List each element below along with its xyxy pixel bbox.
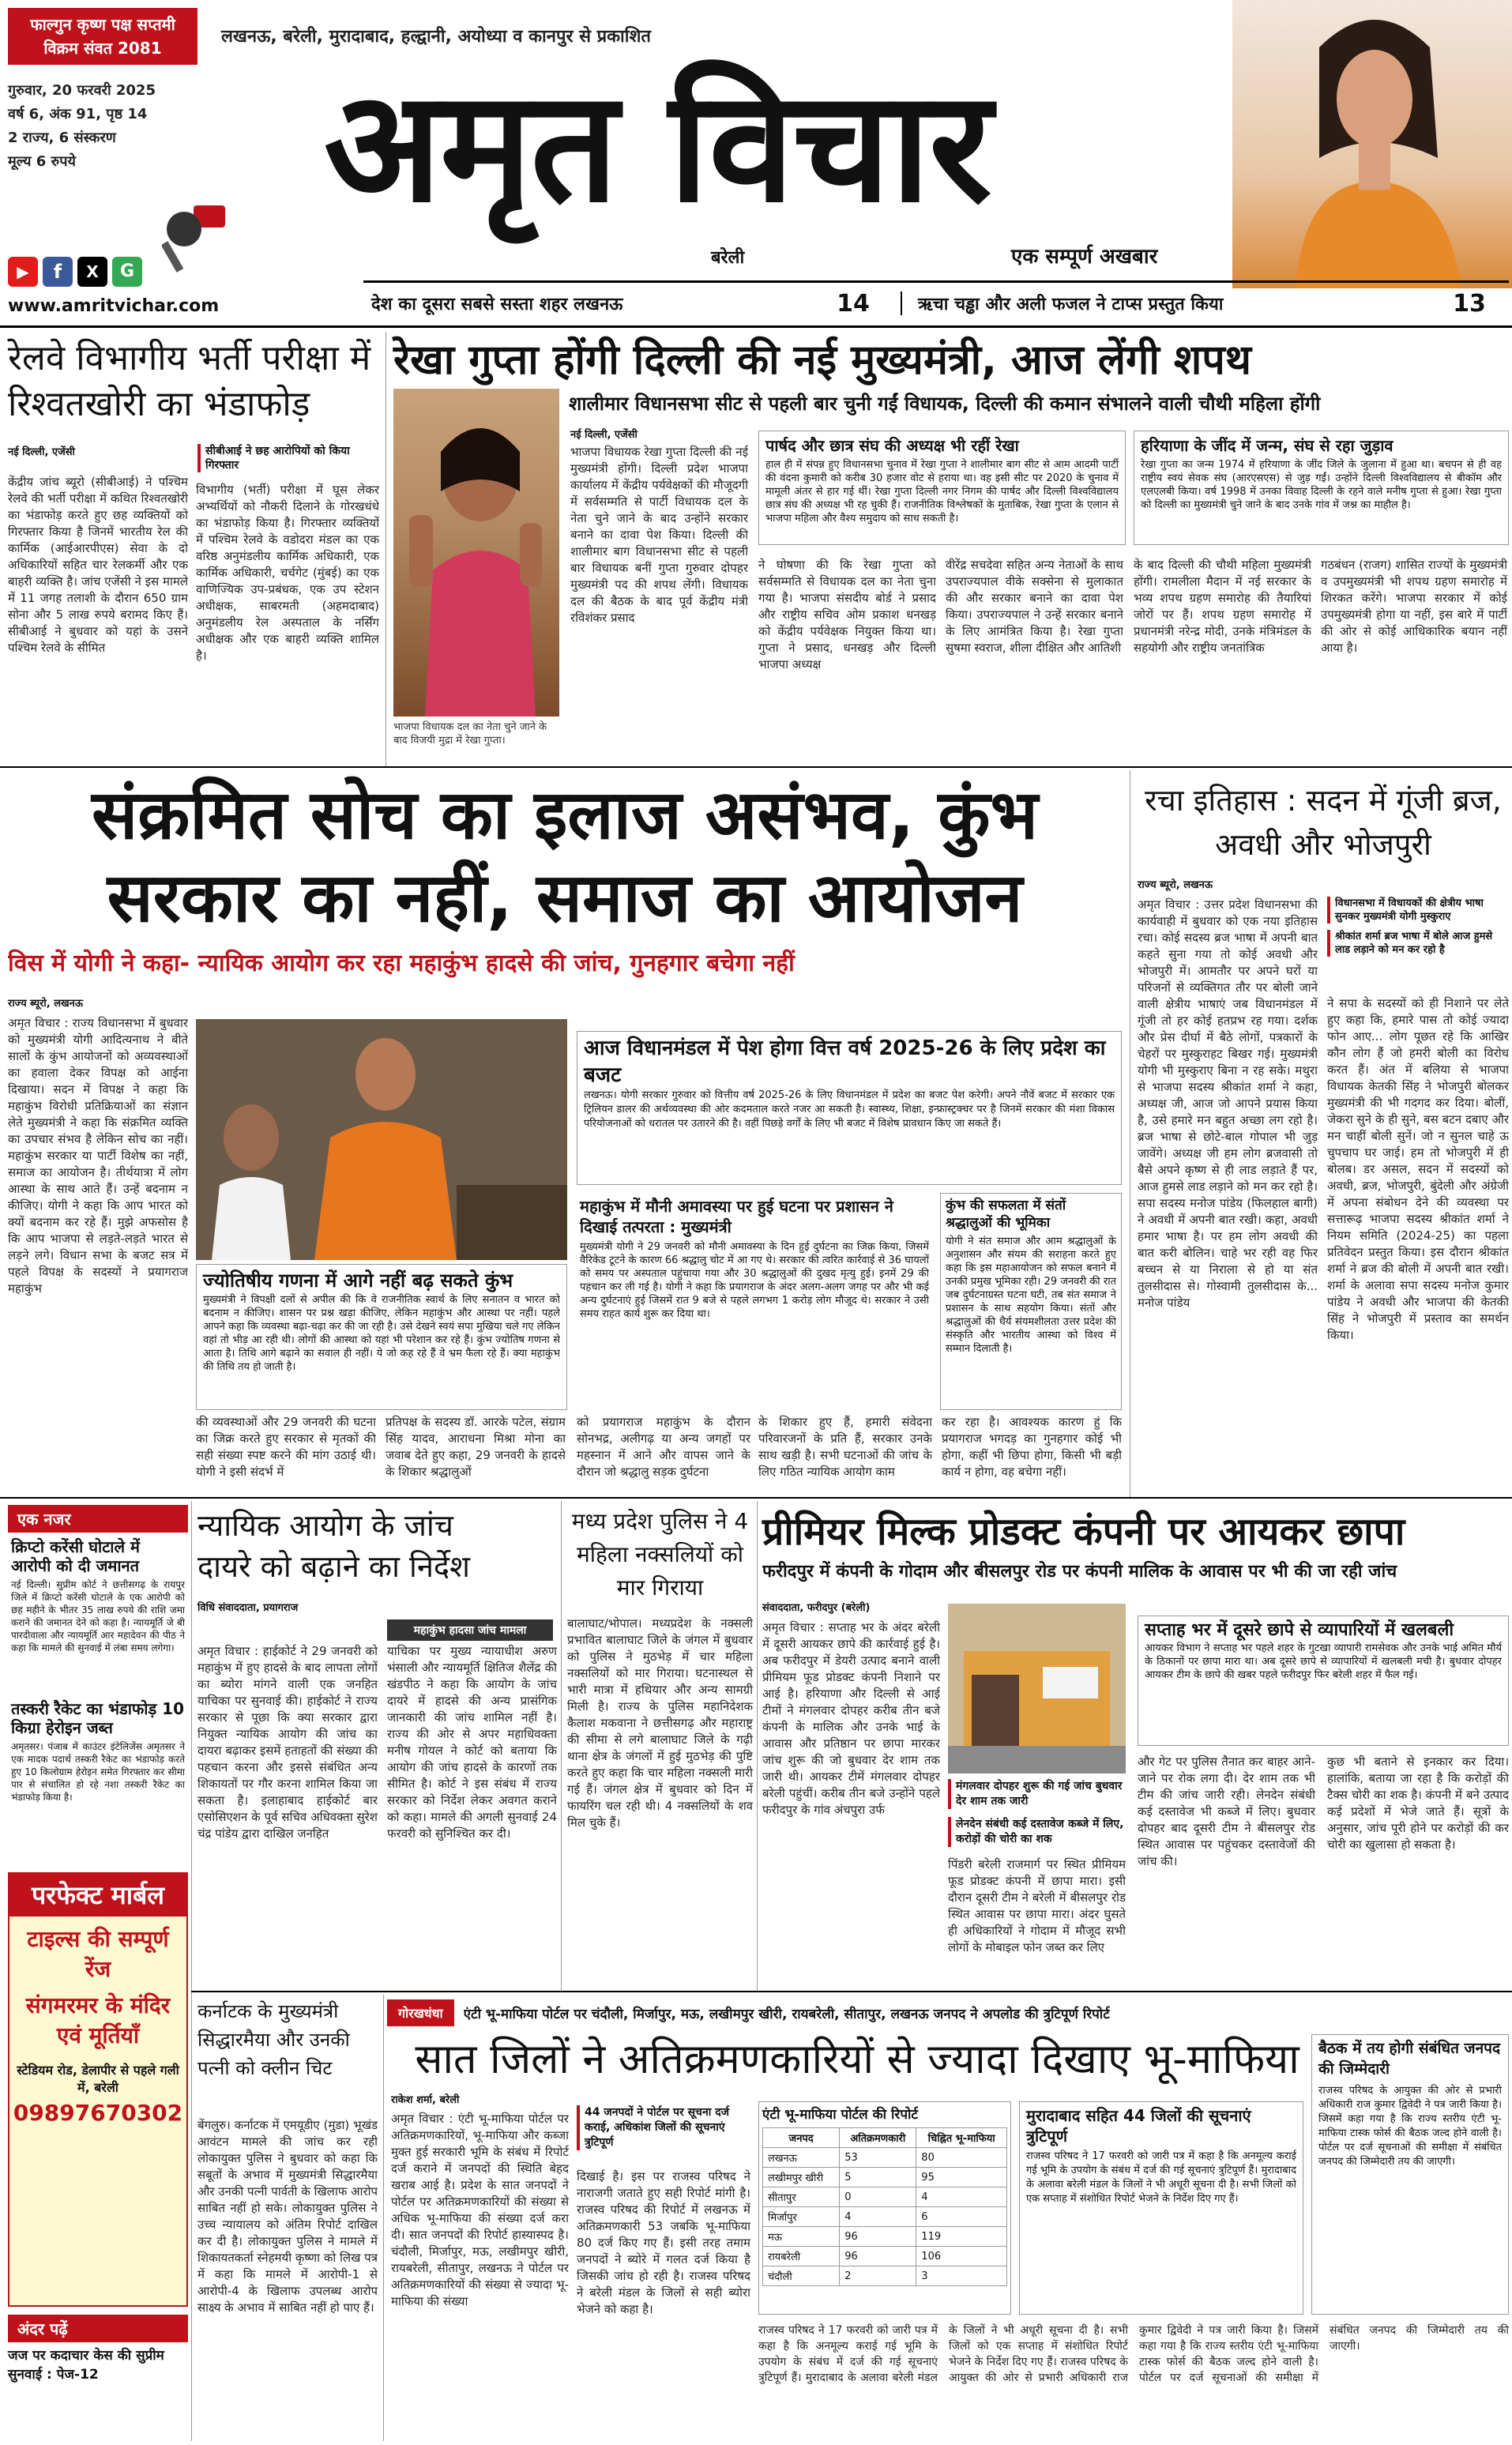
table-row bbox=[763, 2168, 1007, 2187]
social-icons bbox=[8, 257, 142, 287]
teaser-2-page: 13 bbox=[1453, 289, 1486, 318]
table-cell: 80 bbox=[916, 2148, 1007, 2168]
judicial-dateline: विधि संवाददाता, प्रयागराज bbox=[197, 1602, 299, 1614]
section-rule-1 bbox=[0, 766, 1512, 768]
issue-date: गुरुवार, 20 फरवरी 2025 bbox=[8, 82, 156, 99]
table-cell: 95 bbox=[916, 2168, 1007, 2187]
actress-photo bbox=[1232, 0, 1512, 288]
milk-photo-caption-2: लेनदेन संबंधी कई दस्तावेज कब्जे में लिए, करोड़ों की चोरी का शक bbox=[948, 1817, 1126, 1847]
newspaper-title: अमृत विचार bbox=[324, 55, 991, 236]
mauni-box bbox=[577, 1193, 932, 1410]
table-cell: चंदौली bbox=[763, 2266, 840, 2286]
divider bbox=[757, 1501, 758, 1991]
panchang-line-2: विक्रम संवत 2081 bbox=[43, 39, 162, 58]
sants-text: योगी ने संत समाज और आम श्रद्धालुओं के अनुशासन और संयम की सराहना करते हुए कहा कि इस महाआयोजन को सफल बनाने में उनकी प्रमुख भूमिका रही। 29 जनवरी की रात जब दुर्घटनाग्रस्त घटना घटी, तब संत समाज ने प्रशासन के साथ सहयोग किया। संतों और श्रद्धालुओं की धैर्य संयमशीलता उत्तर प्रदेश की संस्कृति और भारतीय आस्था को विश्व में सम्मान दिलाती है। bbox=[946, 1236, 1116, 1355]
teaser-1-page: 14 bbox=[837, 289, 870, 318]
naxal-text: बालाघाट/भोपाल। मध्यप्रदेश के नक्सली प्रभावित बालाघाट जिले के जंगल में बुधवार को पुलिस ने मुठभेड़ में चार महिला नक्सलियों को मार गिराया। घटनास्थल से भारी मात्रा में हथियार और अन्य सामग्री मिली है। राज्य के पुलिस महानिदेशक कैलाश मकवाना ने छत्तीसगढ़ और महाराष्ट्र की सीमा से लगे बालाघाट जिले के गढ़ी थाना क्षेत्र के जंगलों में हुई मुठभेड़ की पुष्टि करते हुए कहा कि चार महिला नक्सली मारी गई हैं। जंगल क्षेत्र में बुधवार को दिन में फायरिंग चल रही थी। 4 नक्सलियों के शव मिल चुके हैं। bbox=[567, 1616, 753, 1830]
judicial-headline[interactable]: न्यायिक आयोग के जांच दायरे को बढ़ाने का निर्देश bbox=[197, 1508, 470, 1584]
divider bbox=[191, 1501, 192, 2441]
table-cell: रायबरेली bbox=[763, 2247, 840, 2266]
issue-price: मूल्य 6 रुपये bbox=[8, 153, 76, 170]
table-cell: मऊ bbox=[763, 2227, 840, 2247]
issue-volume: वर्ष 6, अंक 91, पृष्ठ 14 bbox=[8, 106, 148, 122]
milk-headline[interactable]: प्रीमियर मिल्क प्रोडक्ट कंपनी पर आयकर छापा bbox=[762, 1510, 1405, 1554]
rekha-col-2: ने घोषणा की कि रेखा गुप्ता को सर्वसम्मति से विधायक दल का नेता चुना गया है। भाजपा संसदीय बोर्ड ने प्रसाद और राष्ट्रीय सचिव ओम प्रकाश धनखड़ को केंद्रीय पर्यवेक्षक नियुक्त किया था। गुप्ता ने प्रसाद, धनखड़ और दिल्ली भाजपा अध्यक्ष bbox=[758, 558, 936, 671]
marble-ad[interactable] bbox=[8, 1872, 188, 2307]
table-cell: 2 bbox=[840, 2266, 916, 2286]
yogi-col-1: अमृत विचार : राज्य विधानसभा में बुधवार को मुख्यमंत्री योगी आदित्यनाथ ने बीते सालों के कुंभ आयोजनों को अव्यवस्थाओं का हवाला देकर विपक्ष को आईना दिखाया। सदन में विपक्ष ने कहा कि महाकुंभ विरोधी प्रतिक्रियाओं का संज्ञान लेते मुख्यमंत्री ने कहा कि संक्रमित व्यक्ति का उपचार संभव है लेकिन सोच का नहीं। महाकुंभ सरकार या पार्टी विशेष का नहीं, समाज का आयोजन है। तीर्थयात्रा में लोग आस्था के साथ आते हैं। उन्हें बदनाम न कीजिए। योगी ने कहा कि आप भारत को क्यों बदनाम कर रहे हैं। मुझे अफसोस है कि आप भाजपा से लड़ते-लड़ते भारत से लड़ने लगे। विधान सभा के बजट सत्र में पहले विपक्ष के सदस्यों ने प्रयागराज महाकुंभ bbox=[8, 1016, 188, 1296]
budget-title: आज विधानमंडल में पेश होगा वित्त वर्ष 2025-26 के लिए प्रदेश का बजट bbox=[584, 1036, 1106, 1087]
astro-title: ज्योतिषीय गणना में आगे नहीं बढ़ सकते कुंभ bbox=[203, 1270, 513, 1292]
landmafia-tag: गोरखधंधा bbox=[387, 1999, 454, 2026]
rekha-photo bbox=[393, 389, 559, 717]
milk-box bbox=[1138, 1616, 1509, 1746]
railway-col-1: केंद्रीय जांच ब्यूरो (सीबीआई) ने पश्चिम रेलवे की भर्ती परीक्षा में कथित रिश्वतखोरी का भंडाफोड़ करते हुए छह व्यक्तियों को गिरफ्तार किया है जिनमें भारतीय रेल की कार्मिक (आईआरपीएस) सेवा के दो अधिकारियों सहित चार रेलकर्मी और एक बाहरी व्यक्ति है। जांच एजेंसी ने इस मामले में 11 जगह तलाशी के दौरान 650 ग्राम सोना और 5 लाख रुपये बरामद किए हैं। सीबीआई ने बुधवार को यहां के उसने पश्चिम रेलवे के सीमित bbox=[8, 475, 188, 655]
rekha-box-1 bbox=[758, 431, 1126, 545]
microphone-icon bbox=[162, 197, 233, 276]
budget-text: लखनऊ। योगी सरकार गुरुवार को वित्तीय वर्ष 2025-26 के लिए विधानमंडल में प्रदेश का बजट पेश करेगी। अपने नौवें बजट में सरकार एक ट्रिलियन डालर की अर्थव्यवस्था की ओर कदमताल करते नजर आ सकती है। स्वास्थ्य, शिक्षा, इन्फ्रास्ट्रक्चर पर है जिनमें सरकार की मंशा विकास परियोजनाओं को धरातल पर उतारने की है। वहीं पिछड़े वर्गों के लिए भी बजट में विशेष प्रावधान किए जा सकते हैं। bbox=[584, 1089, 1115, 1130]
marble-ad-phone[interactable]: 09897670302 bbox=[13, 2100, 183, 2126]
karnataka-text: बेंगलुरु। कर्नाटक में एमयूडीए (मुडा) भूखंड आवंटन मामले की जांच कर रही लोकायुक्त पुलिस ने बुधवार को कहा कि सबूतों के अभाव में मुख्यमंत्री सिद्धारमैया और उनकी पत्नी पार्वती के खिलाफ आरोप साबित नहीं हो सके। लोकायुक्त पुलिस ने उच्च न्यायालय को अंतिम रिपोर्ट दाखिल कर दी है। लोकायुक्त पुलिस ने मामले में शिकायतकर्ता स्नेहमयी कृष्णा को लिख पत्र में कहा कि मामले में आरोपी-1 से आरोपी-4 के खिलाफ उपलब्ध आरोप साक्ष्य के अभाव में साबित नहीं हो पाए हैं। bbox=[197, 2118, 378, 2315]
mauni-title: महाकुंभ में मौनी अमावस्या पर हुई घटना पर प्रशासन ने दिखाई तत्परता : मुख्यमंत्री bbox=[580, 1197, 893, 1236]
landmafia-tagbar bbox=[387, 1997, 1509, 2029]
marble-ad-line-1: टाइल्स की सम्पूर्ण रेंज bbox=[27, 1926, 169, 1982]
moradabad-text-cont: राजस्व परिषद ने 17 फरवरी को जारी पत्र में कहा है कि अनमूल्य कराई गई भूमि के उपयोग के संबंध में दर्ज की गई सूचनाएं त्रुटिपूर्ण हैं। मुरादाबाद के अलावा बरेली मंडल के जिलों ने भी अधूरी सूचना दी है। सभी जिलों को एक सप्ताह में संशोधित रिपोर्ट भेजने के निर्देश दिए गए हैं। bbox=[758, 2324, 1128, 2384]
rekha-dateline: नई दिल्ली, एजेंसी bbox=[570, 429, 638, 441]
table-row bbox=[763, 2247, 1007, 2266]
issue-edition: 2 राज्य, 6 संस्करण bbox=[8, 130, 116, 146]
rekha-box-1-title: पार्षद और छात्र संघ की अध्यक्ष भी रहीं रेखा bbox=[765, 436, 1019, 455]
landmafia-col-2: दिखाई है। इस पर राजस्व परिषद ने नाराजगी जताते हुए सही रिपोर्ट मांगी है। राजस्व परिषद की रिपोर्ट में लखनऊ में अतिक्रमणकारी 53 जबकि भू-माफिया 80 दर्ज किए गए हैं। इसी तरह तमाम जनपदों ने ब्योरे में गलत दर्ज किया है जिसकी जांच हो रही है। राजस्व परिषद ने बरेली मंडल के जिलों से सही ब्योरा भेजने को कहा है। bbox=[577, 2169, 750, 2316]
table-row bbox=[763, 2207, 1007, 2227]
table-cell: 5 bbox=[840, 2168, 916, 2187]
yogi-headline[interactable]: संक्रमित सोच का इलाज असंभव, कुंभ सरकार का नहीं, समाज का आयोजन bbox=[92, 776, 1038, 938]
rekha-box-1-text: हाल ही में संपन्न हुए विधानसभा चुनाव में रेखा गुप्ता ने शालीमार बाग सीट से आम आदमी पार्टी की वंदना कुमारी को करीब 30 हजार वोट से हराया था। वह इसी सीट पर 2020 के चुनाव में मामूली अंतर से हार गई थीं। रेखा गुप्ता दिल्ली नगर निगम की पार्षद और दिल्ली विश्वविद्यालय छात्र संघ की अध्यक्ष भी रह चुकी हैं। राजनीतिक विश्लेषकों के मुताबिक, रेखा गुप्ता के एलान से भाजपा महिला और वैश्य समुदाय को साध सकती है। bbox=[765, 459, 1119, 525]
edition-city: बरेली bbox=[711, 248, 745, 268]
yogi-dateline: राज्य ब्यूरो, लखनऊ bbox=[8, 998, 84, 1010]
table-row bbox=[763, 2187, 1007, 2207]
yogi-col-4: को प्रयागराज महाकुंभ के दौरान सोनभद्र, अलीगढ़ या अन्य जगहों पर महस्नान में आने और वापस जाने के दौरान जो श्रद्धालु सड़क दुर्घटना bbox=[577, 1415, 750, 1479]
languages-col-2: ने सपा के सदस्यों को ही निशाने पर लेते हुए कहा कि, हमारे पास तो कोई ज्यादा फोन आए... लोग पूछत रहे कि आखिर कौन लोग हैं जो हमरी बोली का विरोध करत हैं। अंत में बलिया से भाजपा विधायक केतकी सिंह ने भोजपुरी बोलकर मुख्यमंत्री की भी गदगद कर दिया। बोलीं, जेकरा सुने के ही सुने, बस बटन दबाए और मन चाहीं बोली सुनें। जो न सुनल चाहे ऊ चुपचाप घर जाई। हम तो भोजपुरी में ही बोलब। डर असल, सदन में सदस्यों को अवधी, ब्रज, भोजपुरी, बुंदेली और अंग्रेजी में अपना संबोधन देने की व्यवस्था पर सत्तारूढ़ भाजपा सदस्य श्रीकांत शर्मा ने नियम समिति (2024-25) का पहला प्रतिवेदन प्रस्तुत किया। इस दौरान श्रीकांत शर्मा ने ब्रज की बोली में अपनी बात रखी। शर्मा के अलावा सपा सदस्य मनोज कुमार पांडेय ने अवधी और भाजपा की केतकी सिंह ने भोजपुरी में प्रस्ताव का समर्थन किया। bbox=[1327, 996, 1509, 1342]
budget-box bbox=[577, 1031, 1122, 1185]
meeting-title: बैठक में तय होगी संबंधित जनपद की जिम्मेदारी bbox=[1318, 2040, 1501, 2078]
meeting-box bbox=[1311, 2034, 1509, 2315]
astro-text: मुख्यमंत्री ने विपक्षी दलों से अपील की कि वे राजनीतिक स्वार्थ के लिए सनातन व भारत को बदनाम न कीजिए। शासन पर प्रश्न खड़ा कीजिए, लेकिन महाकुंभ और आस्था पर नहीं। पहले आपने कहा कि व्यवस्था बढ़ा-चढ़ा कर की जा रही है। उसे देखने स्वयं सपा मुखिया चले गए लेकिन वहां तो भीड़ आ रही थी। लोगों की आस्था को यहां भी परेशान कर रहे हैं। कुंभ ज्योतिष गणना से आता है। तिथि आगे बढ़ाने का सवाल ही नहीं। ये जो कह रहे हैं वे भ्रम फैला रहे हैं। क्या महाकुंभ की तिथि तय हो जाती है। bbox=[203, 1294, 560, 1373]
meeting-text-cont: राजस्व परिषद के आयुक्त की ओर से प्रभारी अधिकारी राज कुमार द्विवेदी ने पत्र जारी किया है। जिसमें कहा गया है कि राज्य स्तरीय एंटी भू-माफिया टास्क फोर्स की बैठक जल्द होने वाली है। पोर्टल पर दर्ज सूचनाओं की समीक्षा में संबंधित जनपद की जिम्मेदारी तय की जाएगी। bbox=[949, 2324, 1509, 2384]
sants-title: कुंभ की सफलता में संतों श्रद्धालुओं की भूमिका bbox=[946, 1198, 1066, 1231]
mauni-text: मुख्यमंत्री योगी ने 29 जनवरी को मौनी अमावस्या के दिन हुई दुर्घटना का जिक्र किया, जिसमें वैरिकेड टूटने के कारण 66 श्रद्धालु चोट में आ गए थे। सरकार की त्वरित कार्रवाई से 36 घायलों को समय पर अस्पताल पहुंचाया गया और 30 श्रद्धालुओं की दुखद मृत्यु हुई। इनमें 29 की पहचान कर ली गई है। योगी ने कहा कि प्रयागराज के अंदर अलग-अलग जगह पर और भी कई अन्य दुर्घटनाएं हुई जिसमें रात 9 बजे से पहले लगभग 1 करोड़ लोग मौजूद थे। सरकार ने उसी समय राहत कार्य शुरू कर दिया था। bbox=[580, 1241, 929, 1320]
rekha-box-2 bbox=[1134, 431, 1509, 545]
yogi-col-2: की व्यवस्थाओं और 29 जनवरी की घटना का जिक्र करते हुए सरकार से मृतकों की सही संख्या स्पष्ट करने की मांग उठाई थी। योगी ने इसी संदर्भ में bbox=[196, 1415, 376, 1479]
ek-nazar-item-2-text: अमृतसर। पंजाब में काउंटर इंटेलिजेंस अमृतसर ने एक मादक पदार्थ तस्करी रैकेट का भंडाफोड़ करते हुए 10 किलोग्राम हेरोइन समेत गिरफ्तार कर सीमा पार से संचालित हो रहे नशा तस्करी रैकेट का भंडाफोड़ किया है। bbox=[11, 1741, 185, 1803]
landmafia-dateline: राकेश शर्मा, बरेली bbox=[391, 2094, 460, 2106]
website-url[interactable]: www.amritvichar.com bbox=[8, 296, 220, 316]
table-cell: लखीमपुर खीरी bbox=[763, 2168, 840, 2187]
yogi-col-5: के शिकार हुए हैं, हमारी संवेदना परिवारजनों के प्रति हैं, सरकार उनके साथ खड़ी है। सभी घटनाओं की जांच के लिए गठित न्यायिक आयोग काम bbox=[758, 1415, 932, 1479]
landmafia-bullet: 44 जनपदों ने पोर्टल पर सूचना दर्ज कराई, अधिकांश जिलों की सूचनाएं त्रुटिपूर्ण bbox=[577, 2105, 750, 2150]
table-header: जनपद bbox=[763, 2128, 840, 2148]
landmafia-table bbox=[762, 2127, 1007, 2286]
x-icon[interactable]: X bbox=[77, 257, 107, 287]
milk-col-4: कुछ भी बताने से इनकार कर दिया। हालांकि, बताया जा रहा है कि करोड़ों की टैक्स चोरी का शक है। कंपनी में बने उत्पाद कई प्रदेशों में भेजे जाते हैं। सूत्रों के अनुसार, जांच पूरी होने पर करोड़ों की कर चोरी का खुलासा हो सकता है। bbox=[1327, 1755, 1509, 1852]
facebook-icon[interactable]: f bbox=[43, 257, 73, 287]
landmafia-table-box bbox=[758, 2101, 1011, 2315]
youtube-icon[interactable]: ▶ bbox=[8, 257, 38, 287]
milk-dateline: संवाददाता, फरीदपुर (बरेली) bbox=[762, 1602, 871, 1614]
meta-info bbox=[8, 79, 197, 174]
rekha-col-4: के बाद दिल्ली की चौथी महिला मुख्यमंत्री होंगी। रामलीला मैदान में नई सरकार के भव्य शपथ ग्रहण समारोह की तैयारियां जोरों पर हैं। शपथ ग्रहण समारोह में प्रधानमंत्री नरेन्द्र मोदी, उनके मंत्रिमंडल के सहयोगी और राष्ट्रीय जनतांत्रिक bbox=[1134, 558, 1311, 655]
judicial-col-2: याचिका पर मुख्य न्यायाधीश अरुण भंसाली और न्यायमूर्ति क्षितिज शैलेंद्र की खंडपीठ ने कहा कि आयोग के जांच दायरे में हादसे की अन्य प्रासंगिक जानकारी की जांच शामिल नहीं है। राज्य की ओर से अपर महाधिवक्ता मनीष गोयल ने कोर्ट को बताया कि आयोग की जांच हादसे के कारणों तक सीमित है। कोर्ट ने इस संबंध में राज्य सरकार को निर्देश लेकर अवगत कराने को कहा। मामले की अगली सुनवाई 24 फरवरी को सुनिश्चित कर दी। bbox=[387, 1644, 557, 1841]
top-rule bbox=[0, 325, 1512, 328]
languages-bullet-2: श्रीकांत शर्मा ब्रज भाषा में बोले आज हुमसे लाड लड़ाने को मन कर रहो है bbox=[1327, 930, 1509, 957]
railway-dateline: नई दिल्ली, एजेंसी bbox=[8, 446, 75, 458]
languages-col-1: अमृत विचार : उत्तर प्रदेश विधानसभा की कार्यवाही में बुधवार को एक नया इतिहास रचा। कोई सदस्य ब्रज भाषा में अपनी बात कहते सुना गया तो कोई अवधी और भोजपुरी में। आमतौर पर अपने घरों या परिजनों से व्यक्तिगत तौर पर बोली जाने वाली क्षेत्रीय भाषाएं जब विधानमंडल में गूंजी तो हर कोई हतप्रभ रह गया। दर्शक और प्रेस दीर्घा में बैठे लोगों, पत्रकारों के चेहरों पर मुस्कुराहट बिखर गई। मुख्यमंत्री योगी भी मुस्कुराए बिना न रह सके। मथुरा से भाजपा सदस्य श्रीकांत शर्मा ने कहा, अध्यक्ष जी, आज जो आपने प्रयास किया है, उसे हमारे मन बहुत अच्छा लग रहो है। ब्रज भाषा से छोटे-बाल गोपाल भी जुड़ जावेंगे। अध्यक्ष जी हम लोग ब्रजवासी तो बैसे अपने कृष्ण से ही लाड लड़ाते हैं पर, आज हुमसे लाड लड़ाने को मन कर रहो है। सपा सदस्य मनोज पांडेय (फिलहाल बागी) ने अवधी में अपनी बात रखी। कहा, अवधी हमार भाषा है। पर हम लोग अवधी की बात करी बोलिन। चाहे भर रही वह फिर बच्चन से या निराला से हो या संत तुलसीदास से। गोस्वामी तुलसीदास के... मनोज पांडेय bbox=[1138, 897, 1318, 1310]
landmafia-headline[interactable]: सात जिलों ने अतिक्रमणकारियों से ज्यादा दिखाए भू-माफिया bbox=[415, 2036, 1299, 2083]
yogi-photo bbox=[196, 1019, 567, 1260]
table-cell: सीतापुर bbox=[763, 2187, 840, 2207]
judicial-tag: महाकुंभ हादसा जांच मामला bbox=[387, 1619, 553, 1641]
railway-headline[interactable]: रेलवे विभागीय भर्ती परीक्षा में रिश्वतखोरी का भंडाफोड़ bbox=[8, 338, 371, 424]
milk-photo bbox=[948, 1604, 1126, 1774]
landmafia-col-1: अमृत विचार : एंटी भू-माफिया पोर्टल पर अतिक्रमणकारियों, भू-माफिया और कब्जा मुक्त हुई सरकारी भूमि के संबंध में रिपोर्ट दर्ज कराने में जनपदों की स्थिति बेहद खराब आई है। प्रदेश के सात जनपदों ने पोर्टल पर अतिक्रमणकारियों की संख्या से अधिक भू-माफिया की संख्या दर्ज करा दी। सात जनपदों की रिपोर्ट हास्यास्पद है। चंदौली, मिर्जापुर, मऊ, लखीमपुर खीरी, रायबरेली, सीतापुर, लखनऊ ने पोर्टल पर अतिक्रमणकारियों की संख्या से ज्यादा भू-माफिया की संख्या bbox=[391, 2112, 569, 2308]
table-cell: मिर्जापुर bbox=[763, 2207, 840, 2227]
table-cell: लखनऊ bbox=[763, 2148, 840, 2168]
moradabad-box bbox=[1019, 2101, 1303, 2315]
table-cell: 96 bbox=[840, 2227, 916, 2247]
rekha-box-2-text: रेखा गुप्ता का जन्म 1974 में हरियाणा के जींद जिले के जुलाना में हुआ था। बचपन से ही वह राष्ट्रीय स्वयं सेवक संघ (आरएसएस) से जुड़ गईं। उन्होंने दिल्ली विश्वविद्यालय से बीकॉम और एलएलबी किया। वर्ष 1998 में उनका विवाह दिल्ली के रहने वाले मनीष गुप्ता से हुआ। रेखा गुप्ता को दिल्ली का मुख्यमंत्री चुने जाने के बाद उनके गांव में जश्न का माहौल है। bbox=[1141, 459, 1502, 511]
landmafia-bottom-text bbox=[758, 2323, 1509, 2437]
panchang-box bbox=[8, 8, 197, 65]
languages-bullet-1: विधानसभा में विधायकों की क्षेत्रीय भाषा सुनकर मुख्यमंत्री योगी मुस्कुराए bbox=[1327, 897, 1509, 923]
railway-subhead: सीबीआई ने छह आरोपियों को किया गिरफ्तार bbox=[197, 444, 379, 472]
andar-item[interactable]: जज पर कदाचार केस की सुप्रीम सुनवाई : पेज-12 bbox=[8, 2348, 164, 2383]
teaser-bar bbox=[363, 286, 1509, 321]
languages-headline[interactable]: रचा इतिहास : सदन में गूंजी ब्रज, अवधी और भोजपुरी bbox=[1145, 783, 1502, 862]
table-row bbox=[763, 2266, 1007, 2286]
table-cell: 96 bbox=[840, 2247, 916, 2266]
rekha-col-5: गठबंधन (राजग) शासित राज्यों के मुख्यमंत्री व उपमुख्यमंत्री भी शपथ ग्रहण समारोह में शिरकत करेंगे। भाजपा सरकार में कोई उपमुख्यमंत्री होगा या नहीं, इस बारे में पार्टी की ओर से कोई आधिकारिक बयान नहीं आया है। bbox=[1321, 558, 1507, 655]
rekha-subhead: शालीमार विधानसभा सीट से पहली बार चुनी गईं विधायक, दिल्ली की कमान संभालने वाली चौथी महिला होंगी bbox=[569, 393, 1321, 415]
judicial-col-1: अमृत विचार : हाईकोर्ट ने 29 जनवरी को महाकुंभ में हुए हादसे के बाद लापता लोगों का ब्योरा मांगने वाली एक जनहित याचिका पर सुनवाई की। हाईकोर्ट ने राज्य सरकार से पूछा कि क्या सरकार द्वारा नियुक्त न्यायिक आयोग की जांच का दायरा बढ़ाकर इसमें हताहतों की संख्या की पहचान करना और इससे संबंधित अन्य शिकायतों पर गौर करना शामिल किया जा सकता है। इलाहाबाद हाईकोर्ट बार एसोसिएशन के पूर्व सचिव अधिवक्ता सुरेश चंद्र पांडेय द्वारा दाखिल जनहित bbox=[197, 1644, 378, 1841]
table-cell: 6 bbox=[916, 2207, 1007, 2227]
milk-col-3: और गेट पर पुलिस तैनात कर बाहर आने-जाने पर रोक लगा दी। देर शाम तक भी टीम की जांच जारी रही। लेनदेन संबंधी कई दस्तावेज भी कब्जे में लिए। बुधवार दोपहर बाद दूसरी टीम ने बीसलपुर रोड स्थित आवास पर पहुंचकर दस्तावेजों की जांच की। bbox=[1138, 1755, 1315, 1868]
rekha-photo-caption: भाजपा विधायक दल का नेता चुने जाने के बाद विजयी मुद्रा में रेखा गुप्ता। bbox=[393, 721, 547, 747]
milk-photo-caption-1: मंगलवार दोपहर शुरू की गई जांच बुधवार देर शाम तक जारी bbox=[948, 1779, 1126, 1809]
table-cell: 119 bbox=[916, 2227, 1007, 2247]
table-cell: 53 bbox=[840, 2148, 916, 2168]
teaser-2[interactable]: ऋचा चड्ढा और अली फजल ने टाप्स प्रस्तुत किया bbox=[901, 292, 1438, 315]
yogi-subhead: विस में योगी ने कहा- न्यायिक आयोग कर रहा महाकुंभ हादसे की जांच, गुनहगार बचेगा नहीं bbox=[8, 950, 795, 977]
milk-box-title: सप्ताह भर में दूसरे छापे से व्यापारियों में खलबली bbox=[1145, 1620, 1454, 1640]
railway-col-2: विभागीय (भर्ती) परीक्षा में घूस लेकर अभ्यर्थियों को नौकरी दिलाने के गोरखधंधे का भंडाफोड़ किया है। गिरफ्तार व्यक्तियों में पश्चिम रेलवे के वडोदरा मंडल का एक वरिष्ठ अनुमंडलीय कार्मिक अधिकारी, एक कार्मिक अधिकारी, चर्चगेट (मुंबई) का एक वाणिज्यिक उप-प्रबंधक, एक उप स्टेशन अधीक्षक, साबरमती (अहमदाबाद) अनुमंडलीय रेल अस्पताल के नर्सिंग अधीक्षक और एक बाहरी व्यक्ति शामिल है। bbox=[196, 483, 379, 663]
edition-cities: लखनऊ, बरेली, मुरादाबाद, हल्द्वानी, अयोध्या व कानपुर से प्रकाशित bbox=[221, 27, 651, 47]
languages-bullets bbox=[1327, 897, 1509, 957]
moradabad-title: मुरादाबाद सहित 44 जिलों की सूचनाएं त्रुटिपूर्ण bbox=[1026, 2106, 1251, 2146]
meeting-text: राजस्व परिषद के आयुक्त की ओर से प्रभारी अधिकारी राज कुमार द्विवेदी ने पत्र जारी किया है। जिसमें कहा गया है कि राज्य स्तरीय एंटी भू-माफिया टास्क फोर्स की बैठक जल्द होने वाली है। पोर्टल पर दर्ज सूचनाओं की समीक्षा में संबंधित जनपद की जिम्मेदारी तय की जाएगी। bbox=[1318, 2085, 1502, 2168]
karnataka-headline[interactable]: कर्नाटक के मुख्यमंत्री सिद्धारमैया और उनकी पत्नी को क्लीन चिट bbox=[197, 2000, 350, 2079]
table-cell: 0 bbox=[840, 2187, 916, 2207]
naxal-headline[interactable]: मध्य प्रदेश पुलिस ने 4 महिला नक्सलियों को मार गिराया bbox=[571, 1508, 749, 1601]
milk-col-2: पिंडरी बरेली राजमार्ग पर स्थित प्रीमियम फूड प्रोडक्ट कंपनी में छापा मारा। इसी दौरान दूसरी टीम ने बरेली में बीसलपुर रोड स्थित आवास पर छापा मारा। अंदर घुसते ही अधिकारियों ने गोदाम में मौजूद सभी लोगों के मोबाइल फोन जब्त कर लिए bbox=[948, 1857, 1126, 1954]
marble-ad-title: परफेक्ट मार्बल bbox=[9, 1874, 186, 1917]
teaser-1[interactable]: देश का दूसरा सबसे सस्ता शहर लखनऊ bbox=[371, 295, 623, 314]
divider bbox=[383, 1995, 384, 2441]
andar-label: अंदर पढ़ें bbox=[8, 2315, 188, 2342]
rekha-col-3: वीरेंद्र सचदेवा सहित अन्य नेताओं के साथ उपराज्यपाल वीके सक्सेना से मुलाकात की और सरकार बनाने का दावा पेश किया। उपराज्यपाल ने उन्हें सरकार बनाने के लिए आमंत्रित किया है। रेखा गुप्ता सुषमा स्वराज, शीला दीक्षित और आतिशी bbox=[946, 558, 1123, 655]
table-row bbox=[763, 2148, 1007, 2168]
rekha-box-2-title: हरियाणा के जींद में जन्म, संघ से रहा जुड़ाव bbox=[1141, 436, 1394, 455]
table-row bbox=[763, 2227, 1007, 2247]
milk-box-text: आयकर विभाग ने सप्ताह भर पहले शहर के गुटखा व्यापारी रामसेवक और उनके भाई अमित मौर्य के ठिकानों पर छापा मारा था। अब दूसरे छापे से व्यापारियों में खलबली मची है। बुधवार दोपहर आयकर टीम के छापे की खबर पहले फरीदपुर फिर बरेली शहर में फैल गई। bbox=[1145, 1642, 1502, 1681]
sants-box bbox=[940, 1193, 1122, 1410]
google-icon[interactable]: G bbox=[112, 257, 142, 287]
yogi-col-6: कर रहा है। आवश्यक कारण हुं कि प्रयागराज भगदड़ का गुनहगार कोई भी होगा, कहीं भी छिपा होगा, किसी भी बड़ी कार्य न होगा, वह बचेगा नहीं। bbox=[942, 1415, 1122, 1479]
section-rule-2 bbox=[0, 1497, 1512, 1499]
moradabad-text: राजस्व परिषद ने 17 फरवरी को जारी पत्र में कहा है कि अनमूल्य कराई गई भूमि के उपयोग के संबंध में दर्ज की गई सूचनाएं त्रुटिपूर्ण हैं। मुरादाबाद के अलावा बरेली मंडल के जिलों ने भी अधूरी सूचना दी है। सभी जिलों को एक सप्ताह में संशोधित रिपोर्ट भेजने के निर्देश दिए गए हैं। bbox=[1026, 2150, 1296, 2205]
marble-ad-address: स्टेडियम रोड, डेलापीर से पहले गली में, बरेली bbox=[17, 2063, 179, 2095]
table-cell: 106 bbox=[916, 2247, 1007, 2266]
marble-ad-line-2: संगमरमर के मंदिर एवं मूर्तियाँ bbox=[25, 1992, 171, 2048]
milk-col-1: अमृत विचार : सप्ताह भर के अंदर बरेली में दूसरी आयकर छापे की कार्रवाई हुई है। अब फरीदपुर में डेयरी उत्पाद बनाने वाली प्रीमियम फूड प्रोडक्ट कंपनी निशाने पर आई है। हरियाणा और दिल्ली से आई टीमों ने मंगलवार दोपहर करीब तीन बजे कंपनी के मालिक और उनके भाई के आवास और प्रतिष्ठान पर छापा मारकर जांच शुरू की जो बुधवार देर शाम तक जारी थी। आयकर टीमें मंगलवार दोपहर बरेली पहुंचीं। करीब तीन बजे उन्होंने पहले फरीदपुर के गांव अंचपुरा उर्फ bbox=[762, 1620, 940, 1817]
table-header: अतिक्रमणकारी bbox=[840, 2128, 916, 2148]
table-cell: 3 bbox=[916, 2266, 1007, 2286]
table-cell: 4 bbox=[916, 2187, 1007, 2207]
table-header: चिह्नित भू-माफिया bbox=[916, 2128, 1007, 2148]
tagline: एक सम्पूर्ण अखबार bbox=[1011, 245, 1158, 269]
table-cell: 4 bbox=[840, 2207, 916, 2227]
landmafia-table-title: एंटी भू-माफिया पोर्टल की रिपोर्ट bbox=[762, 2107, 918, 2123]
ek-nazar-item-1-title[interactable]: क्रिप्टो करेंसी घोटाले में आरोपी को दी जमानत bbox=[11, 1537, 140, 1575]
masthead-rule bbox=[363, 280, 1509, 283]
ek-nazar-item-1-text: नई दिल्ली। सुप्रीम कोर्ट ने छत्तीसगढ़ के रायपुर जिले में क्रिप्टो करेंसी घोटाले के एक आरोपी को छह महीने के भीतर 35 लाख रुपये की राशि जमा कराने की जमानत देने को कहा है। न्यायमूर्ति जे बी पारदीवाला और न्यायमूर्ति आर महादेवन की पीठ ने कहा कि मामले की सुनवाई में लंबा समय लगेगा। bbox=[11, 1579, 185, 1653]
panchang-line-1: फाल्गुन कृष्ण पक्ष सप्तमी bbox=[30, 15, 175, 34]
landmafia-tagline: एंटी भू-माफिया पोर्टल पर चंदौली, मिर्जापुर, मऊ, लखीमपुर खीरी, रायबरेली, सीतापुर, लखनऊ जनपद ने अपलोड की त्रुटिपूर्ण रिपोर्ट bbox=[463, 2006, 1110, 2022]
ek-nazar-box bbox=[8, 1534, 188, 1866]
divider bbox=[561, 1501, 562, 1991]
yogi-col-3: प्रतिपक्ष के सदस्य डॉ. आरके पटेल, संग्राम सिंह यादव, आराधना मिश्रा मोना का जवाब देते हुए कहा, 29 जनवरी के हादसे के शिकार श्रद्धालुओं bbox=[386, 1415, 566, 1479]
milk-subhead: फरीदपुर में कंपनी के गोदाम और बीसलपुर रोड पर कंपनी मालिक के आवास पर भी की जा रही जांच bbox=[762, 1562, 1397, 1582]
languages-dateline: राज्य ब्यूरो, लखनऊ bbox=[1138, 879, 1213, 891]
ek-nazar-label: एक नजर bbox=[8, 1505, 188, 1533]
rekha-col-1: भाजपा विधायक रेखा गुप्ता दिल्ली की नई मुख्यमंत्री होंगी। दिल्ली प्रदेश भाजपा कार्यालय में केंद्रीय पर्यवेक्षकों की मौजूदगी में सर्वसम्मति से पार्टी विधायक दल के नेता चुने जाने के बाद उन्होंने सरकार बनाने का दावा पेश किया। दिल्ली की शालीमार बाग विधानसभा सीट से पहली बार विधायक बनीं गुप्ता गुरुवार दोपहर मुख्यमंत्री पद की शपथ लेंगी। विधायक दल की बैठक के बाद पूर्व केंद्रीय मंत्री रविशंकर प्रसाद bbox=[570, 445, 748, 625]
section-rule-3 bbox=[191, 1991, 1512, 1992]
astro-box bbox=[196, 1264, 567, 1410]
ek-nazar-item-2-title[interactable]: तस्करी रैकेट का भंडाफोड़ 10 किग्रा हेरोइन जब्त bbox=[11, 1699, 184, 1737]
rekha-headline[interactable]: रेखा गुप्ता होंगी दिल्ली की नई मुख्यमंत्री, आज लेंगी शपथ bbox=[393, 337, 1252, 384]
